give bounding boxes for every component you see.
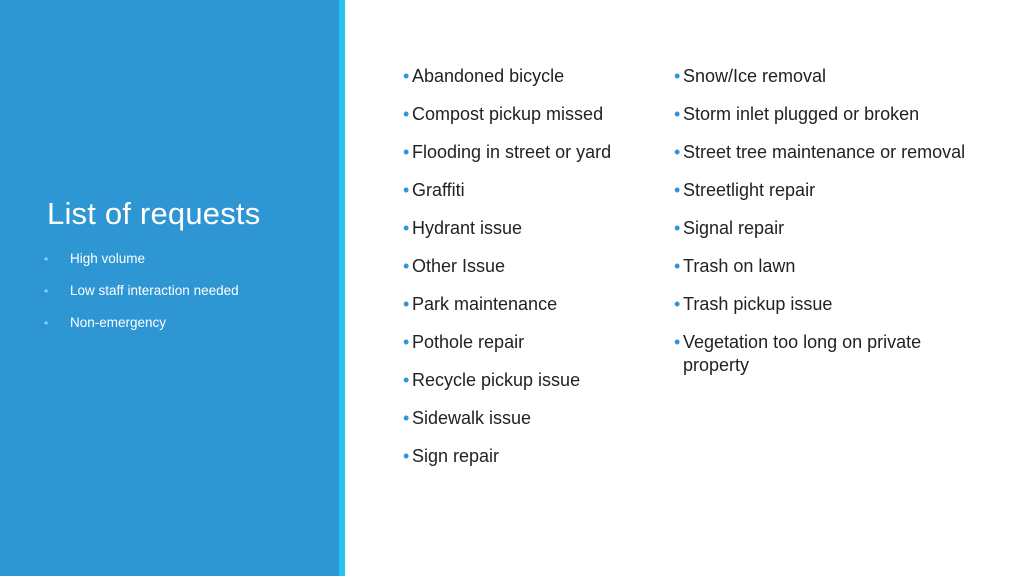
request-item-label: Trash pickup issue [683, 294, 833, 314]
request-item [674, 255, 974, 278]
request-item-label: Sidewalk issue [412, 408, 532, 428]
request-item [403, 407, 663, 430]
bullet-dot-icon: • [403, 142, 410, 162]
request-item [674, 331, 974, 377]
request-item [674, 65, 974, 88]
request-item-label: Other Issue [412, 256, 506, 276]
request-item-label: Street tree maintenance or removal [683, 142, 966, 162]
side-bullet-item [44, 250, 239, 282]
request-item [403, 331, 663, 354]
bullet-dot-icon: • [674, 218, 681, 238]
request-item-label: Trash on lawn [683, 256, 796, 276]
request-item-label: Recycle pickup issue [412, 370, 581, 390]
request-item [403, 141, 663, 164]
bullet-dot-icon: • [44, 284, 49, 298]
bullet-dot-icon: • [674, 256, 681, 276]
bullet-dot-icon: • [403, 446, 410, 466]
request-item-label: Sign repair [412, 446, 500, 466]
request-item [674, 103, 974, 126]
bullet-dot-icon: • [403, 66, 410, 86]
bullet-dot-icon: • [674, 180, 681, 200]
bullet-dot-icon: • [403, 180, 410, 200]
request-item [403, 293, 663, 316]
request-item-label: Vegetation too long on private property [683, 332, 922, 375]
request-item [403, 65, 663, 88]
side-bullet-item [44, 282, 239, 314]
bullet-dot-icon: • [44, 252, 49, 266]
request-item [403, 255, 663, 278]
request-item-label: Park maintenance [412, 294, 558, 314]
side-bullet-list [44, 250, 239, 346]
request-item [674, 293, 974, 316]
bullet-dot-icon: • [44, 316, 49, 330]
bullet-dot-icon: • [403, 408, 410, 428]
side-bullet-text: Non-emergency [70, 315, 167, 330]
bullet-dot-icon: • [674, 332, 681, 352]
request-item [403, 179, 663, 202]
bullet-dot-icon: • [403, 370, 410, 390]
request-item [403, 103, 663, 126]
bullet-dot-icon: • [674, 142, 681, 162]
request-item-label: Pothole repair [412, 332, 525, 352]
bullet-dot-icon: • [403, 218, 410, 238]
request-item-label: Snow/Ice removal [683, 66, 827, 86]
request-item [674, 217, 974, 240]
request-item-label: Streetlight repair [683, 180, 816, 200]
request-item-label: Abandoned bicycle [412, 66, 565, 86]
bullet-dot-icon: • [674, 294, 681, 314]
request-list-column-2 [674, 65, 974, 392]
request-list-column-1 [403, 65, 663, 483]
request-item-label: Storm inlet plugged or broken [683, 104, 920, 124]
request-item [403, 445, 663, 468]
side-bullet-text: Low staff interaction needed [70, 283, 239, 298]
slide-title: List of requests [47, 196, 261, 231]
side-bullet-item [44, 314, 239, 346]
request-item-label: Compost pickup missed [412, 104, 604, 124]
request-item [403, 369, 663, 392]
bullet-dot-icon: • [674, 66, 681, 86]
request-item-label: Hydrant issue [412, 218, 523, 238]
bullet-dot-icon: • [403, 294, 410, 314]
bullet-dot-icon: • [403, 256, 410, 276]
request-item [674, 179, 974, 202]
request-item-label: Flooding in street or yard [412, 142, 612, 162]
bullet-dot-icon: • [403, 104, 410, 124]
request-item-label: Graffiti [412, 180, 465, 200]
request-item [403, 217, 663, 240]
accent-stripe [339, 0, 345, 576]
request-item [674, 141, 974, 164]
side-bullet-text: High volume [70, 251, 146, 266]
bullet-dot-icon: • [674, 104, 681, 124]
bullet-dot-icon: • [403, 332, 410, 352]
request-item-label: Signal repair [683, 218, 785, 238]
